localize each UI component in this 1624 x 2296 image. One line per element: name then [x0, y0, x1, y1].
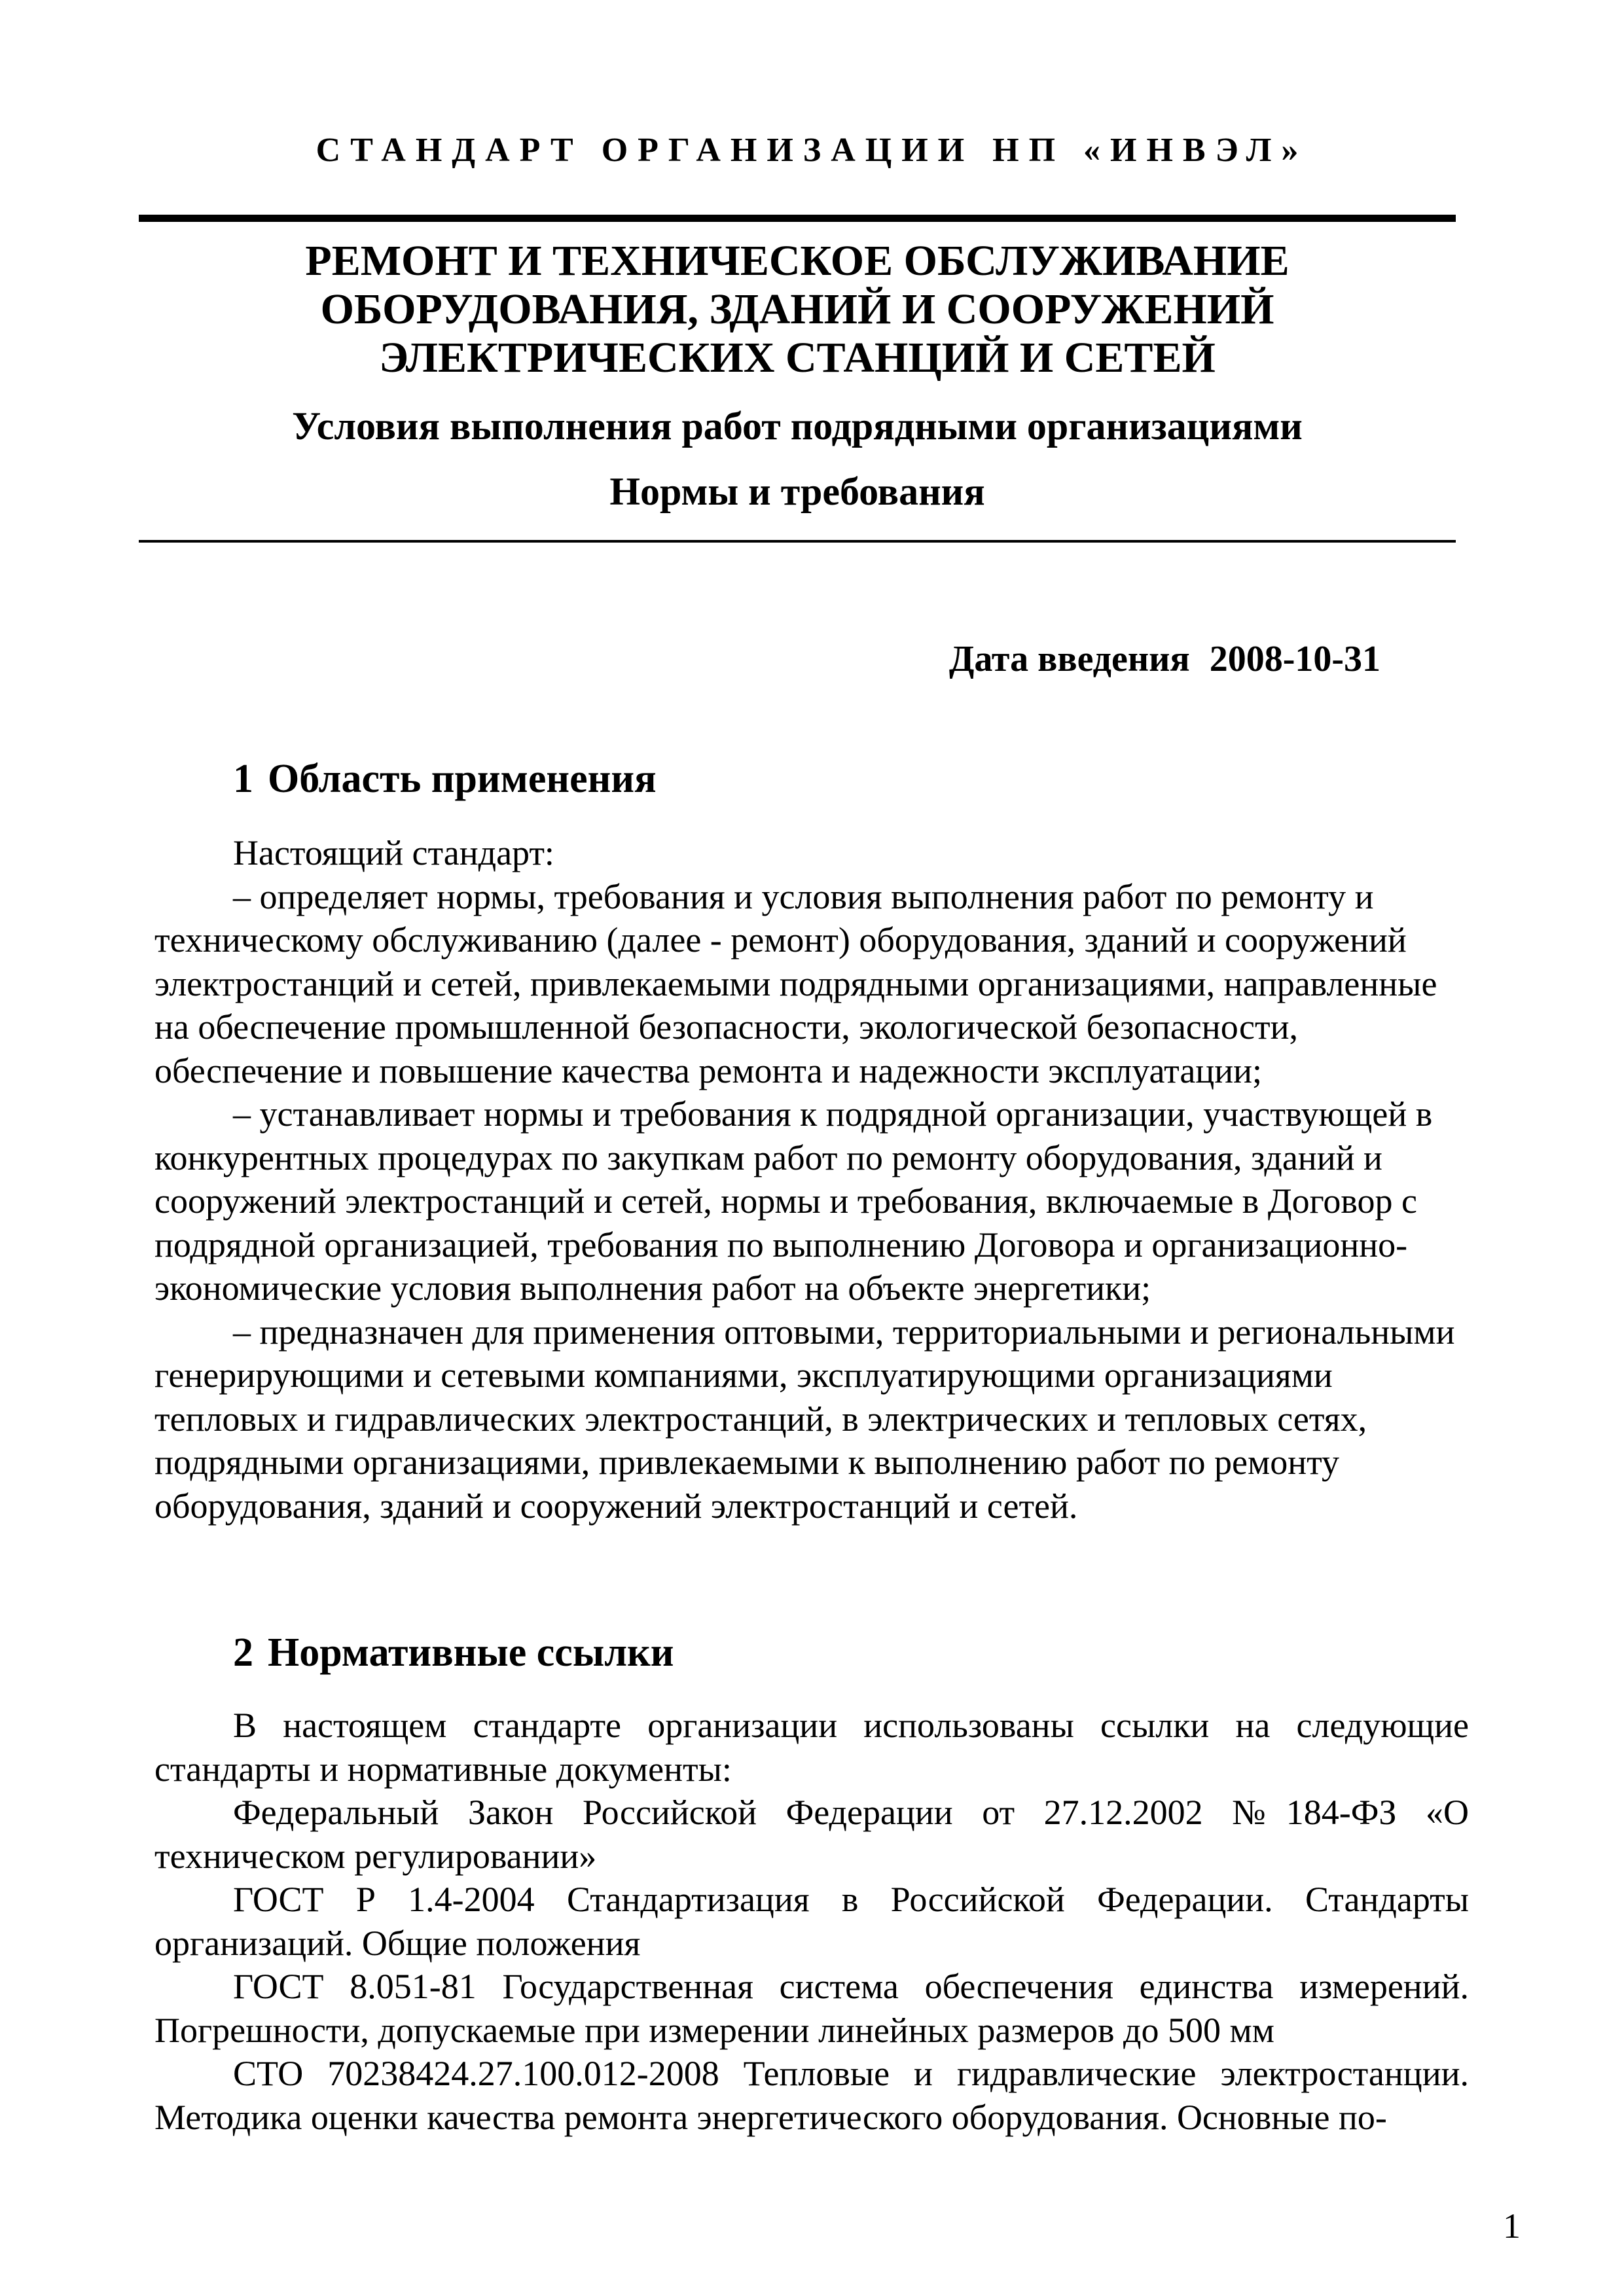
header-divider-thick — [139, 215, 1456, 222]
introduction-date-value: 2008-10-31 — [1209, 639, 1380, 679]
section-title: Область применения — [268, 757, 657, 801]
page-number: 1 — [1503, 2206, 1521, 2246]
section-number: 2 — [233, 1630, 253, 1675]
list-item: – предназначен для применения оптовыми, территориальными и региональными генерирующими и сетевыми компаниями, эксплуатирующими организациями тепловых и гидравлических электростанций, в электрических и тепловых сетях, подрядными организациями, привлекаемыми к выполнению работ по ремонту оборудования, зданий и сооружений электростанций и сетей. — [154, 1312, 1455, 1526]
introduction-date — [949, 638, 1380, 680]
title-line-3: ЭЛЕКТРИЧЕСКИХ СТАНЦИЙ И СЕТЕЙ — [379, 334, 1216, 382]
subtitle-conditions: Условия выполнения работ подрядными организациями — [292, 404, 1303, 448]
section-heading — [233, 756, 657, 802]
section-heading — [233, 1630, 674, 1676]
section-number: 1 — [233, 757, 253, 801]
section-body — [154, 831, 1469, 1528]
normative-reference: Федеральный Закон Российской Федерации от 27.12.2002 №184-ФЗ «О техническом регулировании» — [154, 1793, 1469, 1876]
paragraph: В настоящем стандарте организации использованы ссылки на следующие стандарты и нормативные документы: — [154, 1706, 1469, 1789]
paragraph: Настоящий стандарт: — [233, 833, 554, 872]
title-divider-thin — [139, 540, 1456, 543]
section-body — [154, 1704, 1469, 2139]
introduction-date-label: Дата введения — [948, 639, 1190, 679]
title-line-1: РЕМОНТ И ТЕХНИЧЕСКОЕ ОБСЛУЖИВАНИЕ — [305, 237, 1290, 285]
list-item: – определяет нормы, требования и условия выполнения работ по ремонту и техническому обслуживанию (далее - ремонт) оборудования, зданий и сооружений электростанций и сетей, привлекаемыми подрядными организациями, направленные на обеспечение промышленной безопасности, экологической безопасности, обеспечение и повышение качества ремонта и надежности эксплуатации; — [154, 876, 1437, 1090]
subtitle-norms: Нормы и требования — [609, 470, 985, 513]
normative-reference: ГОСТ Р 1.4-2004 Стандартизация в Российской Федерации. Стандарты организаций. Общие положения — [154, 1880, 1469, 1963]
section-title: Нормативные ссылки — [268, 1630, 674, 1675]
normative-reference: ГОСТ 8.051-81 Государственная система обеспечения единства измерений. Погрешности, допускаемые при измерении линейных размеров до 500 мм — [154, 1967, 1469, 2050]
list-item: – устанавливает нормы и требования к подрядной организации, участвующей в конкурентных процедурах по закупкам работ по ремонту оборудования, зданий и сооружений электростанций и сетей, нормы и требования, включаемые в Договор с подрядной организацией, требования по выполнению Договора и организационно-экономические условия выполнения работ на объекте энергетики; — [154, 1094, 1433, 1308]
title-line-2: ОБОРУДОВАНИЯ, ЗДАНИЙ И СООРУЖЕНИЙ — [320, 285, 1274, 333]
document-title-block — [139, 237, 1456, 517]
normative-reference: СТО 70238424.27.100.012-2008 Тепловые и гидравлические электростанции. Методика оценки качества ремонта энергетического оборудования. Основные по- — [154, 2054, 1469, 2137]
org-standard-header: СТАНДАРТ ОРГАНИЗАЦИИ НП «ИНВЭЛ» — [316, 132, 1308, 169]
